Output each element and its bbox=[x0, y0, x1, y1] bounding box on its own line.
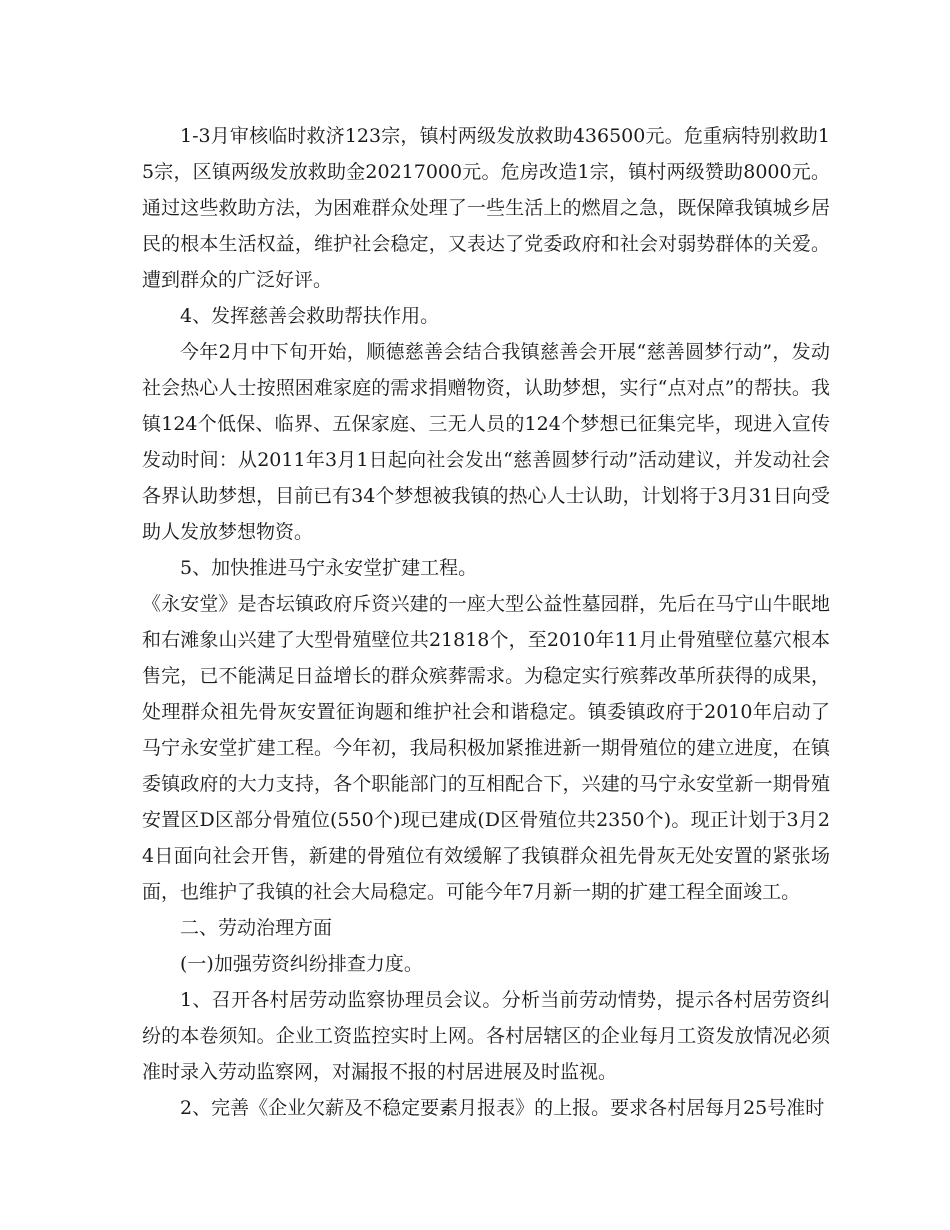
heading-yongantang-expansion: 5、加快推进马宁永安堂扩建工程。 bbox=[180, 557, 478, 579]
heading-labor-management: 二、劳动治理方面 bbox=[180, 917, 333, 939]
paragraph-relief-stats: 1-3月审核临时救济123宗，镇村两级发放救助436500元。危重病特别救助15宗，区镇两级发放救助金20217000元。危房改造1宗，镇村两级赞助8000元。通过这些救助方法，为困难群众处理了一些生活上的燃眉之急，既保障我镇城乡居民的根本生活权益，维护社会稳定，又表达了党委政府和社会对弱势群体的关爱。遭到群众的广泛好评。 bbox=[142, 125, 830, 291]
heading-labor-dispute-screening: (一)加强劳资纠纷排查力度。 bbox=[180, 953, 423, 975]
paragraph-charity-dream-action: 今年2月中下旬开始，顺德慈善会结合我镇慈善会开展“慈善圆梦行动”，发动社会热心人士按照困难家庭的需求捐赠物资，认助梦想，实行“点对点”的帮扶。我镇124个低保、临界、五保家庭、三无人员的124个梦想已征集完毕，现进入宣传发动时间：从2011年3月1日起向社会发出“慈善圆梦行动”活动建议，并发动社会各界认助梦想，目前已有34个梦想被我镇的热心人士认助，计划将于3月31日向受助人发放梦想物资。 bbox=[142, 341, 830, 543]
document-body bbox=[142, 118, 830, 1126]
paragraph-yongantang-details: 《永安堂》是杏坛镇政府斥资兴建的一座大型公益性墓园群，先后在马宁山牛眠地和右滩象山兴建了大型骨殖壁位共21818个，至2010年11月止骨殖壁位墓穴根本售完，已不能满足日益增长的群众殡葬需求。为稳定实行殡葬改革所获得的成果，处理群众祖先骨灰安置征询题和维护社会和谐稳定。镇委镇政府于2010年启动了马宁永安堂扩建工程。今年初，我局积极加紧推进新一期骨殖位的建立进度，在镇委镇政府的大力支持，各个职能部门的互相配合下，兴建的马宁永安堂新一期骨殖安置区D区部分骨殖位(550个)现已建成(D区骨殖位共2350个)。现正计划于3月24日面向社会开售，新建的骨殖位有效缓解了我镇群众祖先骨灰无处安置的紧张场面，也维护了我镇的社会大局稳定。可能今年7月新一期的扩建工程全面竣工。 bbox=[142, 593, 830, 903]
paragraph-monthly-report: 2、完善《企业欠薪及不稳定要素月报表》的上报。要求各村居每月25号准时 bbox=[180, 1097, 825, 1119]
paragraph-labor-supervisor-meeting: 1、召开各村居劳动监察协理员会议。分析当前劳动情势，提示各村居劳资纠纷的本卷须知。企业工资监控实时上网。各村居辖区的企业每月工资发放情况必须准时录入劳动监察网，对漏报不报的村居进展及时监视。 bbox=[142, 989, 830, 1083]
heading-charity-assistance: 4、发挥慈善会救助帮扶作用。 bbox=[180, 305, 440, 327]
